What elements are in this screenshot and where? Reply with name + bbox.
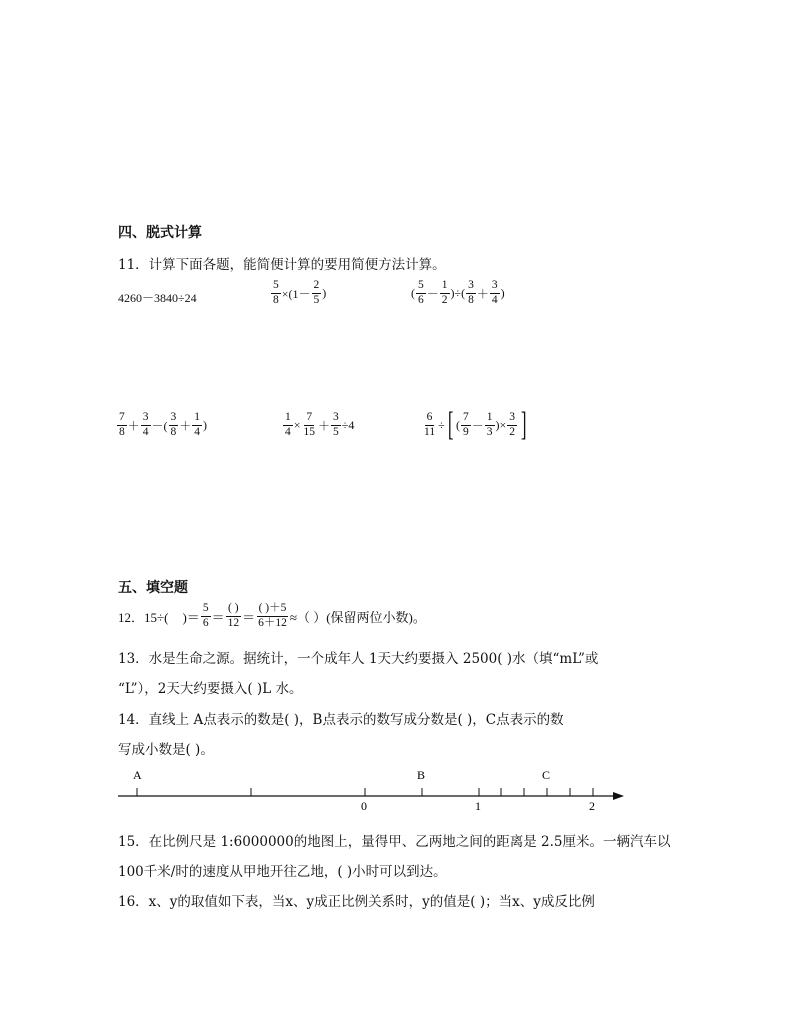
- numerator: 1: [283, 412, 293, 426]
- numerator: 6: [425, 412, 435, 426]
- numerator: 3: [141, 412, 151, 426]
- fraction: [201, 603, 211, 629]
- denominator: 4: [285, 425, 291, 438]
- fraction: [256, 603, 289, 629]
- denominator: 8: [273, 293, 279, 306]
- fraction: [117, 412, 127, 438]
- denominator: 6: [202, 616, 209, 629]
- tick-label-2: 2: [589, 799, 595, 813]
- denominator: 8: [468, 293, 474, 306]
- expression-6: [421, 408, 529, 442]
- denominator: 8: [170, 425, 177, 438]
- numerator: 2: [312, 280, 322, 294]
- label-c: C: [542, 768, 551, 782]
- numerator: 5: [201, 603, 211, 617]
- fraction: [422, 412, 437, 438]
- operator: ÷4: [341, 417, 355, 432]
- fraction: [141, 412, 151, 438]
- question-12: [118, 603, 426, 629]
- fraction: [226, 603, 242, 629]
- operator: ＋: [127, 418, 140, 433]
- operator: ): [500, 285, 505, 300]
- denominator: 11: [424, 425, 436, 438]
- operator: ×(1－: [281, 286, 311, 301]
- tick-label-0: 0: [361, 799, 367, 813]
- label-b: B: [417, 768, 426, 782]
- numerator: 1: [192, 412, 202, 426]
- expression-1: 4260－3840÷24: [118, 291, 197, 305]
- operator: ＋: [318, 418, 331, 433]
- denominator: 5: [313, 293, 320, 306]
- fraction: [312, 280, 322, 306]
- question-12-prefix: 12．15÷(: [118, 609, 169, 625]
- question-11: 11．计算下面各题，能简便计算的要用简便方法计算。: [118, 257, 446, 273]
- numerator: 1: [485, 412, 495, 426]
- denominator: 6＋12: [258, 616, 287, 629]
- operator: )×: [495, 417, 507, 432]
- numerator: 5: [416, 280, 426, 294]
- numerator: 3: [169, 412, 179, 426]
- fraction: [485, 412, 495, 438]
- question-13-line-2: “L”），2天大约要摄入( )L 水。: [118, 681, 303, 697]
- denominator: 3: [486, 425, 493, 438]
- fraction: [507, 412, 517, 438]
- operator: )＝: [182, 609, 200, 625]
- numerator: 7: [304, 412, 314, 426]
- operator: ＝: [242, 609, 256, 625]
- fraction: [271, 280, 281, 306]
- fraction: [331, 412, 341, 438]
- number-line: [110, 764, 640, 814]
- denominator: 9: [463, 425, 469, 438]
- denominator: 6: [418, 293, 424, 306]
- section-5-title: 五、填空题: [118, 580, 188, 596]
- operator: －(: [151, 418, 168, 433]
- numerator: 7: [461, 412, 471, 426]
- operator: ): [203, 417, 208, 432]
- operator: ＝: [211, 609, 225, 625]
- denominator: 4: [194, 425, 201, 438]
- denominator: 2: [441, 293, 448, 306]
- numerator-blank[interactable]: ( ): [226, 603, 241, 617]
- fraction: [466, 280, 476, 306]
- numerator: 7: [117, 412, 127, 426]
- question-13-line-1: 13．水是生命之源。据统计，一个成年人 1天大约要摄入 2500( )水（填“mL”或: [118, 651, 599, 667]
- operator: )÷(: [450, 285, 466, 300]
- numerator: 1: [440, 280, 450, 294]
- fraction: [490, 280, 500, 306]
- operator: ): [322, 285, 327, 300]
- fraction: [192, 412, 202, 438]
- operator: ＋: [179, 418, 192, 433]
- operator: (: [456, 417, 460, 432]
- fraction: [283, 412, 293, 438]
- fraction: [169, 412, 179, 438]
- denominator: 4: [142, 425, 149, 438]
- fraction: [416, 280, 426, 306]
- denominator: 15: [303, 425, 316, 438]
- numerator: 3: [490, 280, 500, 294]
- operator: ＋: [476, 286, 489, 301]
- expression-5: [282, 412, 354, 438]
- expression-4: [116, 412, 207, 438]
- section-4-title: 四、脱式计算: [118, 225, 202, 241]
- operator: －: [426, 286, 439, 301]
- question-15-line-2: 100千米/时的速度从甲地开往乙地，( )小时可以到达。: [118, 864, 447, 880]
- operator: －: [471, 418, 484, 433]
- question-14-line-1: 14．直线上 A点表示的数是( )，B点表示的数写成分数是( )，C点表示的数: [118, 712, 564, 728]
- denominator: 8: [119, 425, 125, 438]
- denominator: 12: [227, 616, 240, 629]
- left-bracket: [: [447, 406, 454, 443]
- tick-label-1: 1: [475, 799, 481, 813]
- right-bracket: ]: [520, 406, 527, 443]
- denominator: 5: [333, 425, 339, 438]
- number-line-arrow-icon: [613, 792, 624, 800]
- numerator-blank[interactable]: ( )＋5: [257, 603, 289, 617]
- denominator: 4: [491, 293, 498, 306]
- numerator: 3: [507, 412, 517, 426]
- question-16-line-1: 16．x、y的取值如下表，当x、y成正比例关系时，y的值是( )；当x、y成反比例: [118, 894, 595, 910]
- fraction: [302, 412, 318, 438]
- expression-2: [270, 280, 326, 306]
- numerator: 5: [271, 280, 281, 294]
- question-12-suffix: ≈（ ）(保留两位小数)。: [289, 609, 426, 625]
- question-14-line-2: 写成小数是( )。: [118, 742, 214, 758]
- fraction: [461, 412, 471, 438]
- question-15-line-1: 15．在比例尺是 1:6000000的地图上，量得甲、乙两地之间的距离是 2.5厘米。一辆汽车以: [118, 834, 671, 850]
- operator: ×: [293, 417, 301, 432]
- fraction: [440, 280, 450, 306]
- operator: (: [411, 285, 415, 300]
- denominator: 2: [509, 425, 516, 438]
- numerator: 3: [466, 280, 476, 294]
- numerator: 3: [331, 412, 341, 426]
- operator: ÷: [438, 417, 445, 432]
- expression-3: [411, 280, 505, 306]
- label-a: A: [133, 768, 142, 782]
